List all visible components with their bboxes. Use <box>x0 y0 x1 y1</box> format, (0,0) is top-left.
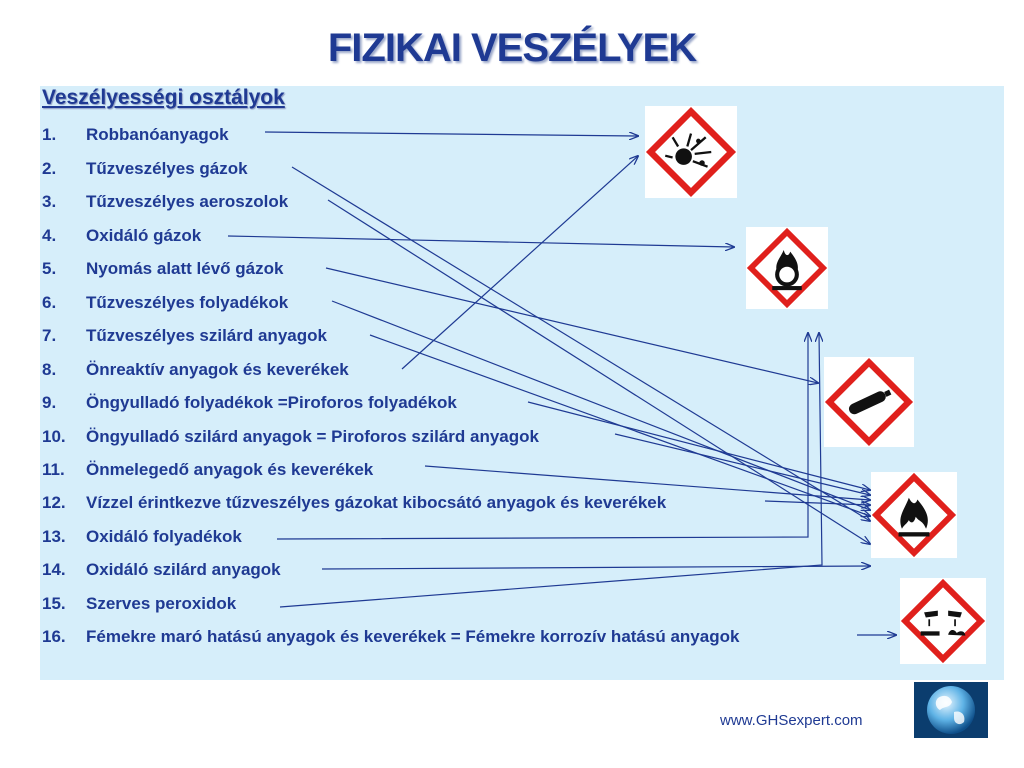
item-number: 14. <box>42 560 66 579</box>
globe-icon <box>914 682 988 738</box>
item-number: 11. <box>42 460 65 479</box>
flame-over-circle-pictogram <box>746 227 828 309</box>
item-number: 16. <box>42 627 66 646</box>
arrow-12-flame <box>765 501 870 505</box>
item-label: Öngyulladó szilárd anyagok = Piroforos szilárd anyagok <box>86 427 539 446</box>
item-number: 6. <box>42 293 57 312</box>
arrow-15-oxidiser <box>280 333 822 607</box>
item-label: Tűzveszélyes gázok <box>86 159 248 178</box>
footer-url[interactable]: www.GHSexpert.com <box>720 712 863 729</box>
exploding-bomb-pictogram <box>645 106 737 198</box>
item-number: 12. <box>42 493 66 512</box>
item-number: 9. <box>42 393 57 412</box>
item-label: Tűzveszélyes folyadékok <box>86 293 289 312</box>
section-heading: Veszélyességi osztályok <box>42 86 285 109</box>
item-label: Szerves peroxidok <box>86 594 237 613</box>
item-label: Önmelegedő anyagok és keverékek <box>86 460 374 479</box>
item-label: Oxidáló gázok <box>86 226 202 245</box>
arrow-11-flame <box>425 466 870 500</box>
item-label: Robbanóanyagok <box>86 125 229 144</box>
item-label: Oxidáló folyadékok <box>86 527 242 546</box>
arrow-5-gas <box>326 268 818 383</box>
item-number: 7. <box>42 326 57 345</box>
arrow-8-explosive <box>402 156 638 369</box>
page-title: FIZIKAI VESZÉLYEK <box>327 26 697 70</box>
item-label: Öngyulladó folyadékok =Piroforos folyadékok <box>86 393 457 412</box>
item-number: 3. <box>42 192 57 211</box>
exploding-bomb-icon <box>645 106 737 198</box>
arrow-1-explosive <box>265 132 638 136</box>
item-label: Fémekre maró hatású anyagok és keverékek = Fémekre korrozív hatású anyagok <box>86 627 740 646</box>
flame-icon <box>871 472 957 558</box>
flame-pictogram <box>871 472 957 558</box>
gas-cylinder-icon <box>824 357 914 447</box>
flame-over-circle-icon <box>746 227 828 309</box>
item-number: 8. <box>42 360 57 379</box>
corrosion-pictogram <box>900 578 986 664</box>
item-number: 2. <box>42 159 57 178</box>
arrow-4-oxidiser <box>228 236 734 247</box>
item-label: Nyomás alatt lévő gázok <box>86 259 284 278</box>
item-number: 4. <box>42 226 57 245</box>
item-number: 1. <box>42 125 57 144</box>
item-label: Tűzveszélyes szilárd anyagok <box>86 326 327 345</box>
arrow-13-oxidiser <box>277 333 808 539</box>
item-label: Tűzveszélyes aeroszolok <box>86 192 289 211</box>
item-number: 5. <box>42 259 57 278</box>
gas-cylinder-pictogram <box>824 357 914 447</box>
item-number: 15. <box>42 594 66 613</box>
globe-logo <box>914 682 988 738</box>
item-label: Vízzel érintkezve tűzveszélyes gázokat kibocsátó anyagok és keverékek <box>86 493 667 512</box>
item-number: 13. <box>42 527 66 546</box>
item-number: 10. <box>42 427 66 446</box>
item-label: Önreaktív anyagok és keverékek <box>86 360 349 379</box>
item-label: Oxidáló szilárd anyagok <box>86 560 281 579</box>
arrow-9-flame <box>528 402 870 490</box>
corrosion-icon <box>900 578 986 664</box>
